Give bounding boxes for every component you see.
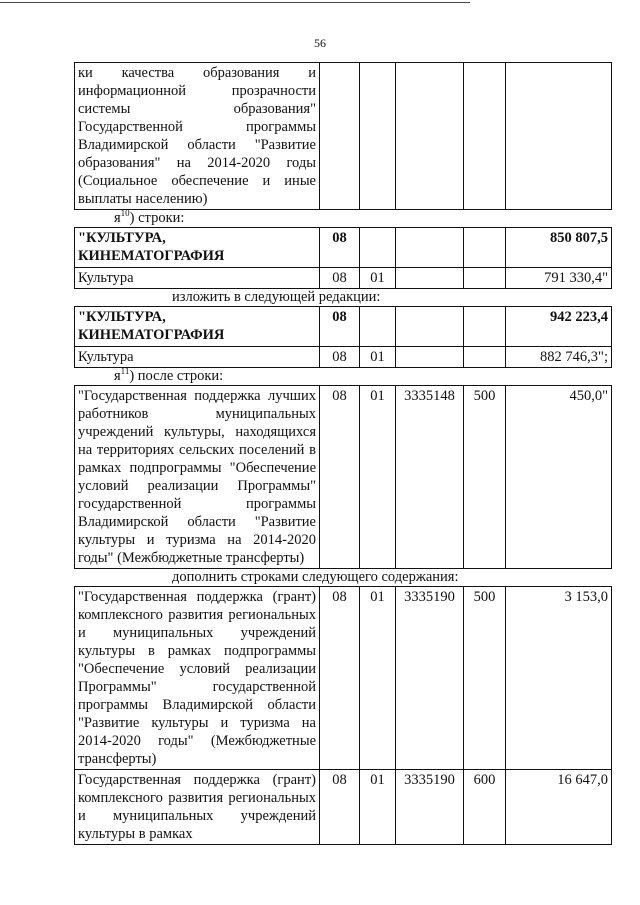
cell-rz bbox=[320, 63, 360, 210]
cell-rz: 08 bbox=[320, 587, 360, 770]
cell-csr: 3335190 bbox=[396, 770, 464, 845]
cell-amount: 882 746,3"; bbox=[506, 347, 612, 368]
cell-csr bbox=[396, 268, 464, 289]
cell-rz: 08 bbox=[320, 268, 360, 289]
note-text: ) строки: bbox=[129, 210, 185, 226]
cell-vr: 500 bbox=[464, 587, 506, 770]
table-row bbox=[75, 770, 612, 845]
cell-amount: 850 807,5 bbox=[506, 228, 612, 268]
cell-csr bbox=[396, 307, 464, 347]
cell-csr bbox=[396, 228, 464, 268]
row-name: Культура bbox=[75, 268, 320, 289]
table-section-3 bbox=[74, 306, 612, 368]
row-name: Культура bbox=[75, 347, 320, 368]
cell-rz: 08 bbox=[320, 228, 360, 268]
cell-pr: 01 bbox=[360, 347, 396, 368]
row-description: "Государственная поддержка (грант) комплексного развития региональных и муниципальных учреждений культуры в рамках подпрограммы "Обеспечение условий реализации Программы" государственной программы Владимирской области "Развитие культуры и туризма на 2014-2020 годы" (Межбюджетные трансферты) bbox=[75, 587, 320, 770]
cell-rz: 08 bbox=[320, 347, 360, 368]
cell-rz: 08 bbox=[320, 307, 360, 347]
table-section-5 bbox=[74, 586, 612, 845]
footnote-ref: 10 bbox=[120, 208, 130, 219]
note-prefix: я bbox=[114, 210, 121, 226]
table-row bbox=[75, 347, 612, 368]
row-description: "Государственная поддержка лучших работников муниципальных учреждений культуры, находящихся на территориях сельских поселений в рамках подпрограммы "Обеспечение условий реализации Программы" государственной программы Владимирской области "Развитие культуры и туризма на 2014-2020 годы" (Межбюджетные трансферты) bbox=[75, 386, 320, 569]
cell-amount: 16 647,0 bbox=[506, 770, 612, 845]
table-row bbox=[75, 587, 612, 770]
row-name: "КУЛЬТУРА, КИНЕМАТОГРАФИЯ bbox=[75, 307, 320, 347]
table-section-4 bbox=[74, 385, 612, 569]
note-new-edition: изложить в следующей редакции: bbox=[172, 289, 381, 305]
cell-rz: 08 bbox=[320, 386, 360, 569]
note-text: ) после строки: bbox=[129, 368, 224, 384]
table-section-1 bbox=[74, 62, 612, 210]
page-number: 56 bbox=[314, 36, 326, 50]
table-row bbox=[75, 63, 612, 210]
cell-pr bbox=[360, 307, 396, 347]
table-row bbox=[75, 268, 612, 289]
cell-vr: 600 bbox=[464, 770, 506, 845]
table-row bbox=[75, 307, 612, 347]
cell-vr bbox=[464, 228, 506, 268]
cell-csr bbox=[396, 63, 464, 210]
note-prefix: я bbox=[114, 368, 121, 384]
cell-vr bbox=[464, 63, 506, 210]
cell-pr: 01 bbox=[360, 770, 396, 845]
cell-amount: 450,0" bbox=[506, 386, 612, 569]
cell-rz: 08 bbox=[320, 770, 360, 845]
note-10 bbox=[74, 210, 612, 227]
row-name: "КУЛЬТУРА, КИНЕМАТОГРАФИЯ bbox=[75, 228, 320, 268]
cell-amount: 791 330,4" bbox=[506, 268, 612, 289]
cell-vr bbox=[464, 268, 506, 289]
cell-csr: 3335190 bbox=[396, 587, 464, 770]
table-row bbox=[75, 228, 612, 268]
cell-pr: 01 bbox=[360, 268, 396, 289]
cell-vr bbox=[464, 347, 506, 368]
footnote-ref: 11 bbox=[120, 366, 130, 377]
row-description: Государственная поддержка (грант) комплексного развития региональных и муниципальных учреждений культуры в рамках bbox=[75, 770, 320, 845]
cell-amount bbox=[506, 63, 612, 210]
cell-pr bbox=[360, 228, 396, 268]
top-rule bbox=[0, 2, 470, 3]
cell-csr bbox=[396, 347, 464, 368]
budget-amendment-document bbox=[74, 62, 612, 845]
row-description: ки качества образования и информационной прозрачности системы образования" Государственной программы Владимирской области "Развитие образования" на 2014-2020 годы (Социальное обеспечение и иные выплаты населению) bbox=[75, 63, 320, 210]
note-11 bbox=[74, 368, 612, 385]
cell-amount: 942 223,4 bbox=[506, 307, 612, 347]
cell-pr bbox=[360, 63, 396, 210]
cell-vr: 500 bbox=[464, 386, 506, 569]
note-add-rows: дополнить строками следующего содержания: bbox=[172, 569, 459, 585]
table-section-2 bbox=[74, 227, 612, 289]
cell-pr: 01 bbox=[360, 386, 396, 569]
cell-vr bbox=[464, 307, 506, 347]
cell-pr: 01 bbox=[360, 587, 396, 770]
cell-csr: 3335148 bbox=[396, 386, 464, 569]
table-row bbox=[75, 386, 612, 569]
cell-amount: 3 153,0 bbox=[506, 587, 612, 770]
